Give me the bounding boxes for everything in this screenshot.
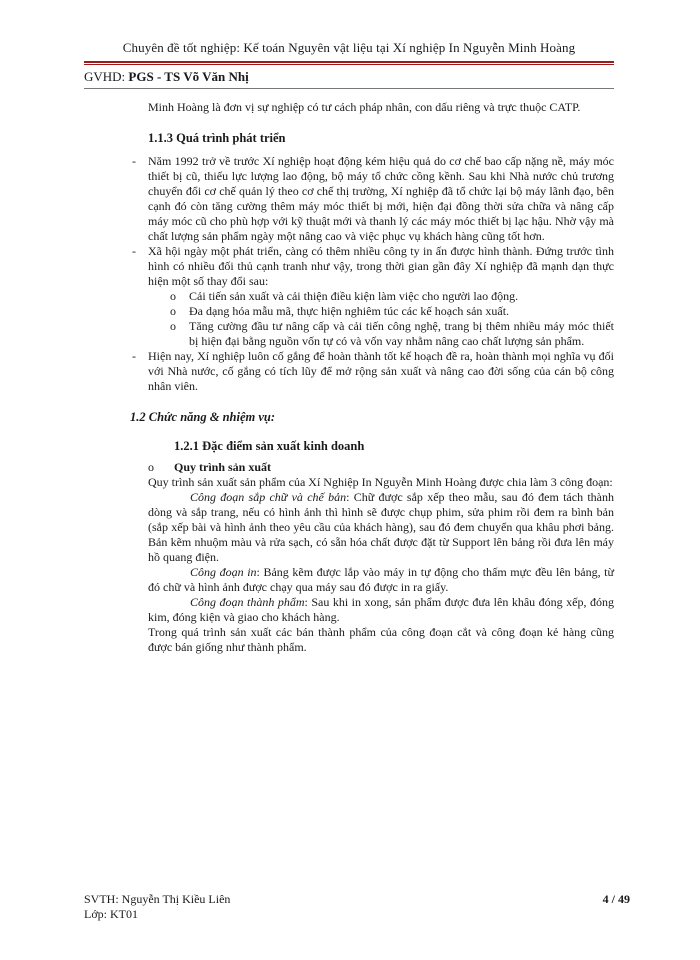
stage-paragraph	[84, 595, 614, 625]
header-rule	[84, 61, 614, 63]
sub-list-item-text: Tăng cường đầu tư nâng cấp và cải tiến công nghệ, trang bị thêm nhiều máy móc thiết bị hiện đại bằng nguồn vốn tự có và vốn vay nhằm nâng cao chất lượng sản phẩm.	[189, 319, 614, 348]
process-title	[84, 460, 614, 475]
dash-bullet: -	[132, 244, 136, 258]
list-item	[84, 244, 614, 289]
circle-bullet: o	[170, 289, 176, 303]
header-title: Chuyên đề tốt nghiệp: Kế toán Nguyên vật liệu tại Xí nghiệp In Nguyễn Minh Hoàng	[122, 40, 576, 55]
sub-list-item-text: Đa dạng hóa mẫu mã, thực hiện nghiêm túc các kế hoạch sản xuất.	[189, 304, 510, 318]
sub-list-item-text: Cải tiến sản xuất và cải thiện điều kiện làm việc cho người lao động.	[189, 289, 519, 303]
list-item	[84, 349, 614, 394]
section-heading-1-2-1: 1.2.1 Đặc điểm sản xuất kinh doanh	[174, 439, 365, 453]
intro-paragraph: Minh Hoàng là đơn vị sự nghiệp có tư cách pháp nhân, con dấu riêng và trực thuộc CATP.	[148, 100, 581, 114]
closing-paragraph: Trong quá trình sản xuất các bán thành phẩm của công đoạn cắt và công đoạn kẻ hàng cũng được bán giống như thành phẩm.	[148, 625, 614, 654]
stage-paragraph	[84, 490, 614, 565]
sub-list-item	[84, 304, 614, 319]
list-item-text: Hiện nay, Xí nghiệp luôn cố gắng để hoàn thành tốt kế hoạch đề ra, hoàn thành mọi nghĩa vụ đối với Nhà nước, cố gắng có tích lũy để mở rộng sản xuất và nâng cao đời sống của cán bộ công nhân viên.	[148, 349, 614, 393]
page-header	[84, 40, 614, 89]
dash-bullet: -	[132, 349, 136, 363]
header-underline	[84, 88, 614, 89]
header-rule-thin	[84, 64, 614, 65]
section-heading-1-2: 1.2 Chức năng & nhiệm vụ:	[130, 410, 276, 424]
list-item-text: Năm 1992 trở về trước Xí nghiệp hoạt động kém hiệu quả do cơ chế bao cấp nặng nề, máy móc thiết bị cũ, thiếu lực lượng lao động, bộ máy tổ chức cồng kềnh. Sau khi Nhà nước chủ trương chuyển đổi cơ chế quản lý theo cơ chế thị trường, Xí nghiệp đã tổ chức lại bộ máy lãnh đạo, bên cạnh đó còn tăng cường thêm máy móc thiết bị mới, hiện đại đồng thời sửa chữa và nâng cấp máy móc cũ cho phù hợp với kỹ thuật mới và thanh lý các máy móc thiết bị lạc hậu. Nhờ vậy mà chất lượng sản phẩm ngày một nâng cao và việc phục vụ khách hàng cũng tốt hơn.	[148, 154, 614, 243]
supervisor-line	[84, 69, 614, 85]
circle-bullet: o	[170, 319, 176, 333]
stage-name: Công đoạn thành phẩm	[190, 595, 305, 609]
process-intro: Quy trình sản xuất sản phẩm của Xí Nghiệp In Nguyễn Minh Hoàng được chia làm 3 công đoạn:	[148, 475, 613, 489]
sub-list-item	[84, 319, 614, 349]
stage-paragraph	[84, 565, 614, 595]
student-name: SVTH: Nguyễn Thị Kiều Liên	[84, 892, 231, 906]
process-title-text: Quy trình sản xuất	[174, 460, 272, 474]
page-footer	[84, 892, 630, 922]
supervisor-label: GVHD:	[84, 69, 126, 84]
circle-bullet: o	[148, 460, 154, 474]
class-name: Lớp: KT01	[84, 907, 139, 921]
circle-bullet: o	[170, 304, 176, 318]
list-item-text: Xã hội ngày một phát triển, càng có thêm nhiều công ty in ấn được hình thành. Đứng trước tình hình có nhiều đối thủ cạnh tranh như vậy, trong thời gian gần đây Xí nghiệp đã mạnh dạn thực hiện một số thay đổi sau:	[148, 244, 614, 288]
stage-name: Công đoạn sắp chữ và chế bản	[190, 490, 347, 504]
page-number: 4 / 49	[602, 892, 630, 906]
document-body	[84, 100, 614, 655]
list-item	[84, 154, 614, 244]
stage-text: : Bảng kẽm được lắp vào máy in tự động cho thấm mực đều lên bảng, từ đó chữ và hình ảnh được chạy qua máy sau đó được in ra giấy.	[148, 565, 614, 594]
stage-name: Công đoạn in	[190, 565, 257, 579]
sub-list-item	[84, 289, 614, 304]
section-heading-1-1-3: 1.1.3 Quá trình phát triển	[148, 131, 286, 145]
supervisor-name: PGS - TS Võ Văn Nhị	[128, 69, 249, 84]
dash-bullet: -	[132, 154, 136, 168]
stage-text: : Sau khi in xong, sản phẩm được đưa lên khâu đóng xếp, đóng kim, đóng kiện và giao cho khách hàng.	[148, 595, 614, 624]
stage-text: : Chữ được sắp xếp theo mẫu, sau đó đem tách thành dòng và sắp trang, nếu có hình ảnh thì hình sẽ được chụp phim, sửa phim rồi đem ra bình bản (sắp xếp bài và hình ảnh theo yêu cầu của khách hàng), sau đó đem chuyển qua khâu phơi bảng. Bản kẽm nhuộm màu và rửa sạch, có sẵn hóa chất được đặt từ Support lên bảng rồi đưa lên máy hồ quang điện.	[148, 490, 614, 564]
